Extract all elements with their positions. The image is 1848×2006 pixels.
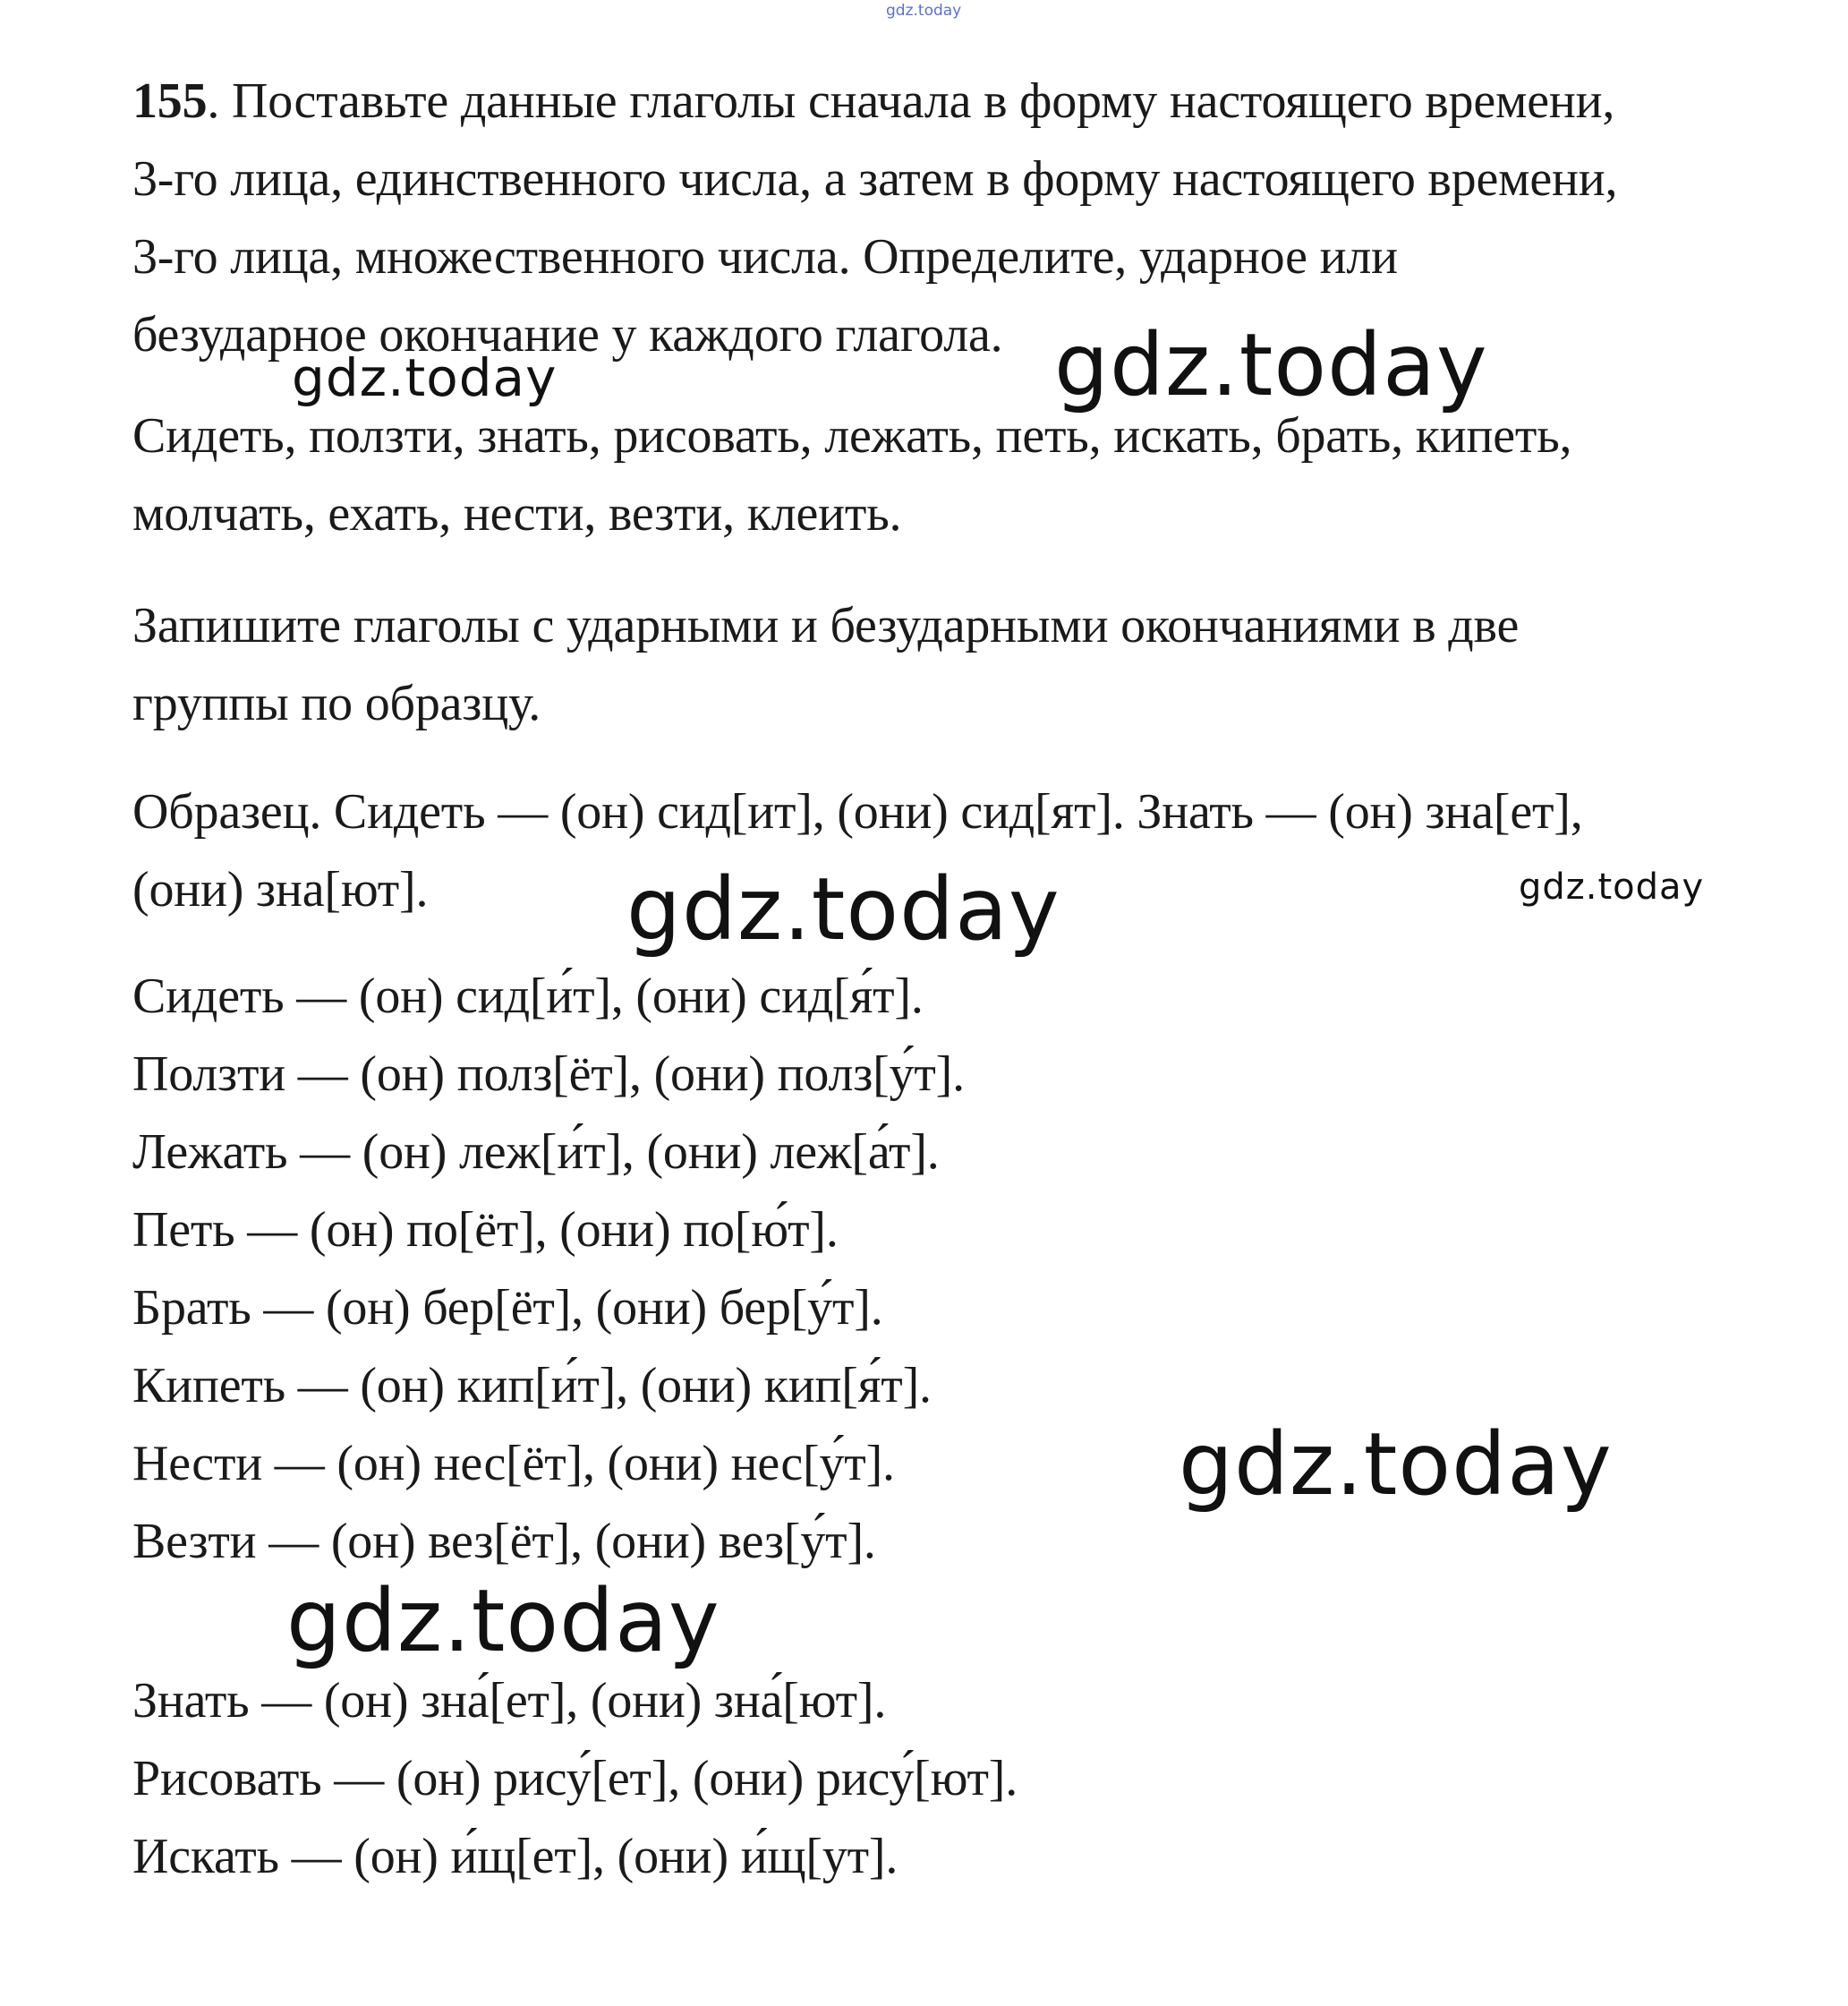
answer-line: Сидеть — (он) сид[и́т], (они) сид[я́т]. (132, 969, 924, 1024)
unstressed-answers (132, 1662, 1743, 1896)
task-intro-line-3: 3-го лица, множественного числа. Определите, ударное или (132, 229, 1398, 285)
verb-list-line-2: молчать, ехать, нести, везти, клеить. (132, 486, 902, 542)
watermark-a: gdz.today (292, 347, 558, 408)
answer-line: Ползти — (он) полз[ёт], (они) полз[у́т]. (132, 1046, 965, 1102)
answer-line: Везти — (он) вез[ёт], (они) вез[у́т]. (132, 1514, 876, 1569)
task-intro (132, 63, 1743, 374)
sample-line-1: Образец. Сидеть — (он) сид[ит], (они) сид[ят]. Знать — (он) зна[ет], (132, 784, 1583, 840)
verb-list (132, 397, 1743, 553)
task-intro-line-1 (132, 63, 1743, 141)
answer-line: Лежать — (он) леж[и́т], (они) леж[а́т]. (132, 1124, 940, 1180)
answer-line: Искать — (он) и́щ[ет], (они) и́щ[ут]. (132, 1829, 898, 1884)
answer-line: Кипеть — (он) кип[и́т], (они) кип[я́т]. (132, 1358, 932, 1413)
verb-list-line-1: Сидеть, ползти, знать, рисовать, лежать, петь, искать, брать, кипеть, (132, 408, 1572, 464)
instruction-line-1: Запишите глаголы с ударными и безударными окончаниями в две (132, 598, 1520, 653)
task-intro-line-2: 3-го лица, единственного числа, а затем в форму настоящего времени, (132, 151, 1618, 207)
task-intro-line-4: безударное окончание у каждого глагола. (132, 307, 1003, 363)
task-intro-text-1: . Поставьте данные глаголы сначала в форму настоящего времени, (207, 73, 1615, 129)
task-number: 155 (132, 73, 208, 129)
watermark-f: gdz.today (286, 1571, 720, 1671)
answer-line: Петь — (он) по[ёт], (они) по[ю́т]. (132, 1202, 839, 1258)
watermark-top: gdz.today (886, 2, 962, 20)
sample-line-2: (они) зна[ют]. (132, 862, 429, 918)
answer-line: Рисовать — (он) рису́[ет], (они) рису́[ют]. (132, 1751, 1018, 1806)
watermark-d: gdz.today (1519, 866, 1705, 908)
instruction (132, 587, 1743, 743)
watermark-b: gdz.today (1054, 315, 1488, 415)
answer-line: Брать — (он) бер[ёт], (они) бер[у́т]. (132, 1280, 883, 1336)
watermark-c: gdz.today (626, 859, 1060, 960)
answer-line: Нести — (он) нес[ёт], (они) нес[у́т]. (132, 1436, 895, 1491)
instruction-line-2: группы по образцу. (132, 676, 541, 731)
answer-line: Знать — (он) зна́[ет], (они) зна́[ют]. (132, 1673, 887, 1729)
watermark-e: gdz.today (1179, 1414, 1613, 1515)
